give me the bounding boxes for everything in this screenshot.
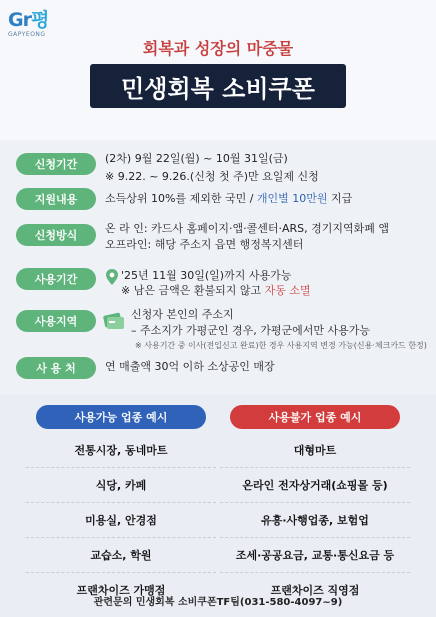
logo-main-a: Gr	[8, 9, 31, 31]
label-apply-period: 신청기간	[16, 153, 96, 175]
disallowed-column	[220, 405, 410, 607]
label-usage-place: 사 용 처	[16, 357, 96, 379]
location-pin-icon	[105, 269, 119, 285]
allowed-header: 사용가능 업종 예시	[36, 405, 206, 429]
disallowed-item: 온라인 전자상거래(쇼핑몰 등)	[220, 468, 410, 503]
card-icon	[103, 312, 125, 330]
allowed-list	[26, 433, 216, 607]
header-area	[0, 0, 436, 140]
disallowed-header: 사용불가 업종 예시	[230, 405, 400, 429]
allowed-column	[26, 405, 216, 607]
use-region-line1: 신청자 본인의 주소지	[131, 308, 234, 321]
disallowed-item: 프랜차이즈 직영점	[270, 584, 360, 597]
title-box	[90, 64, 346, 108]
category-section	[0, 395, 436, 617]
support-amount: 개인별 10만원	[256, 192, 328, 205]
support-text-c: 지급	[327, 192, 353, 205]
label-use-region: 사용지역	[16, 310, 96, 332]
allowed-item: 교습소, 학원	[26, 538, 216, 573]
label-apply-method: 신청방식	[16, 224, 96, 246]
disallowed-list	[220, 433, 410, 607]
slogan: 회복과 성장의 마중물	[142, 39, 294, 58]
use-period-note: ※ 남은 금액은 환불되지 않고	[121, 284, 265, 297]
use-period-expire: 자동 소멸	[264, 284, 311, 297]
allowed-item: 미용실, 안경점	[26, 503, 216, 538]
apply-period-line1: (2차) 9월 22일(월) ~ 10월 31일(금)	[105, 152, 288, 165]
apply-method-line1: 온 라 인: 카드사 홈페이지·앱·콜센터·ARS, 경기지역화폐 앱	[105, 222, 389, 235]
apply-method-line2: 오프라인: 해당 주소지 읍면 행정복지센터	[105, 238, 304, 251]
allowed-item: 프랜차이즈 가맹점	[76, 584, 166, 597]
use-period-line1: '25년 11월 30일(일)까지 사용가능	[121, 269, 292, 282]
apply-period-line2: ※ 9.22. ~ 9.26.(신청 첫 주)만 요일제 신청	[105, 170, 319, 183]
allowed-item: 식당, 카페	[26, 468, 216, 503]
usage-place-line1: 연 매출액 30억 이하 소상공인 매장	[105, 360, 275, 373]
use-region-line3: ※ 사용기간 중 이사(전입신고 완료)한 경우 사용지역 변경 가능(신용·체크카드 한정)	[135, 341, 427, 350]
disallowed-item: 조세·공공요금, 교통·통신요금 등	[220, 538, 410, 573]
contact-footer: 관련문의 민생회복 소비쿠폰TF팀(031-580-4097~9)	[93, 597, 343, 608]
label-support: 지원내용	[16, 188, 96, 210]
use-region-line2: – 주소지가 가평군인 경우, 가평군에서만 사용가능	[131, 324, 370, 337]
logo-sub: GAPYEONG	[8, 31, 46, 38]
allowed-item: 전통시장, 동네마트	[26, 433, 216, 468]
disallowed-item: 대형마트	[220, 433, 410, 468]
logo-main-b: 평	[30, 9, 49, 31]
disallowed-item: 유흥·사행업종, 보험업	[220, 503, 410, 538]
page-title: 민생회복 소비쿠폰	[121, 74, 315, 103]
support-text-a: 소득상위 10%를 제외한 국민 /	[105, 192, 257, 205]
label-use-period: 사용기간	[16, 268, 96, 290]
